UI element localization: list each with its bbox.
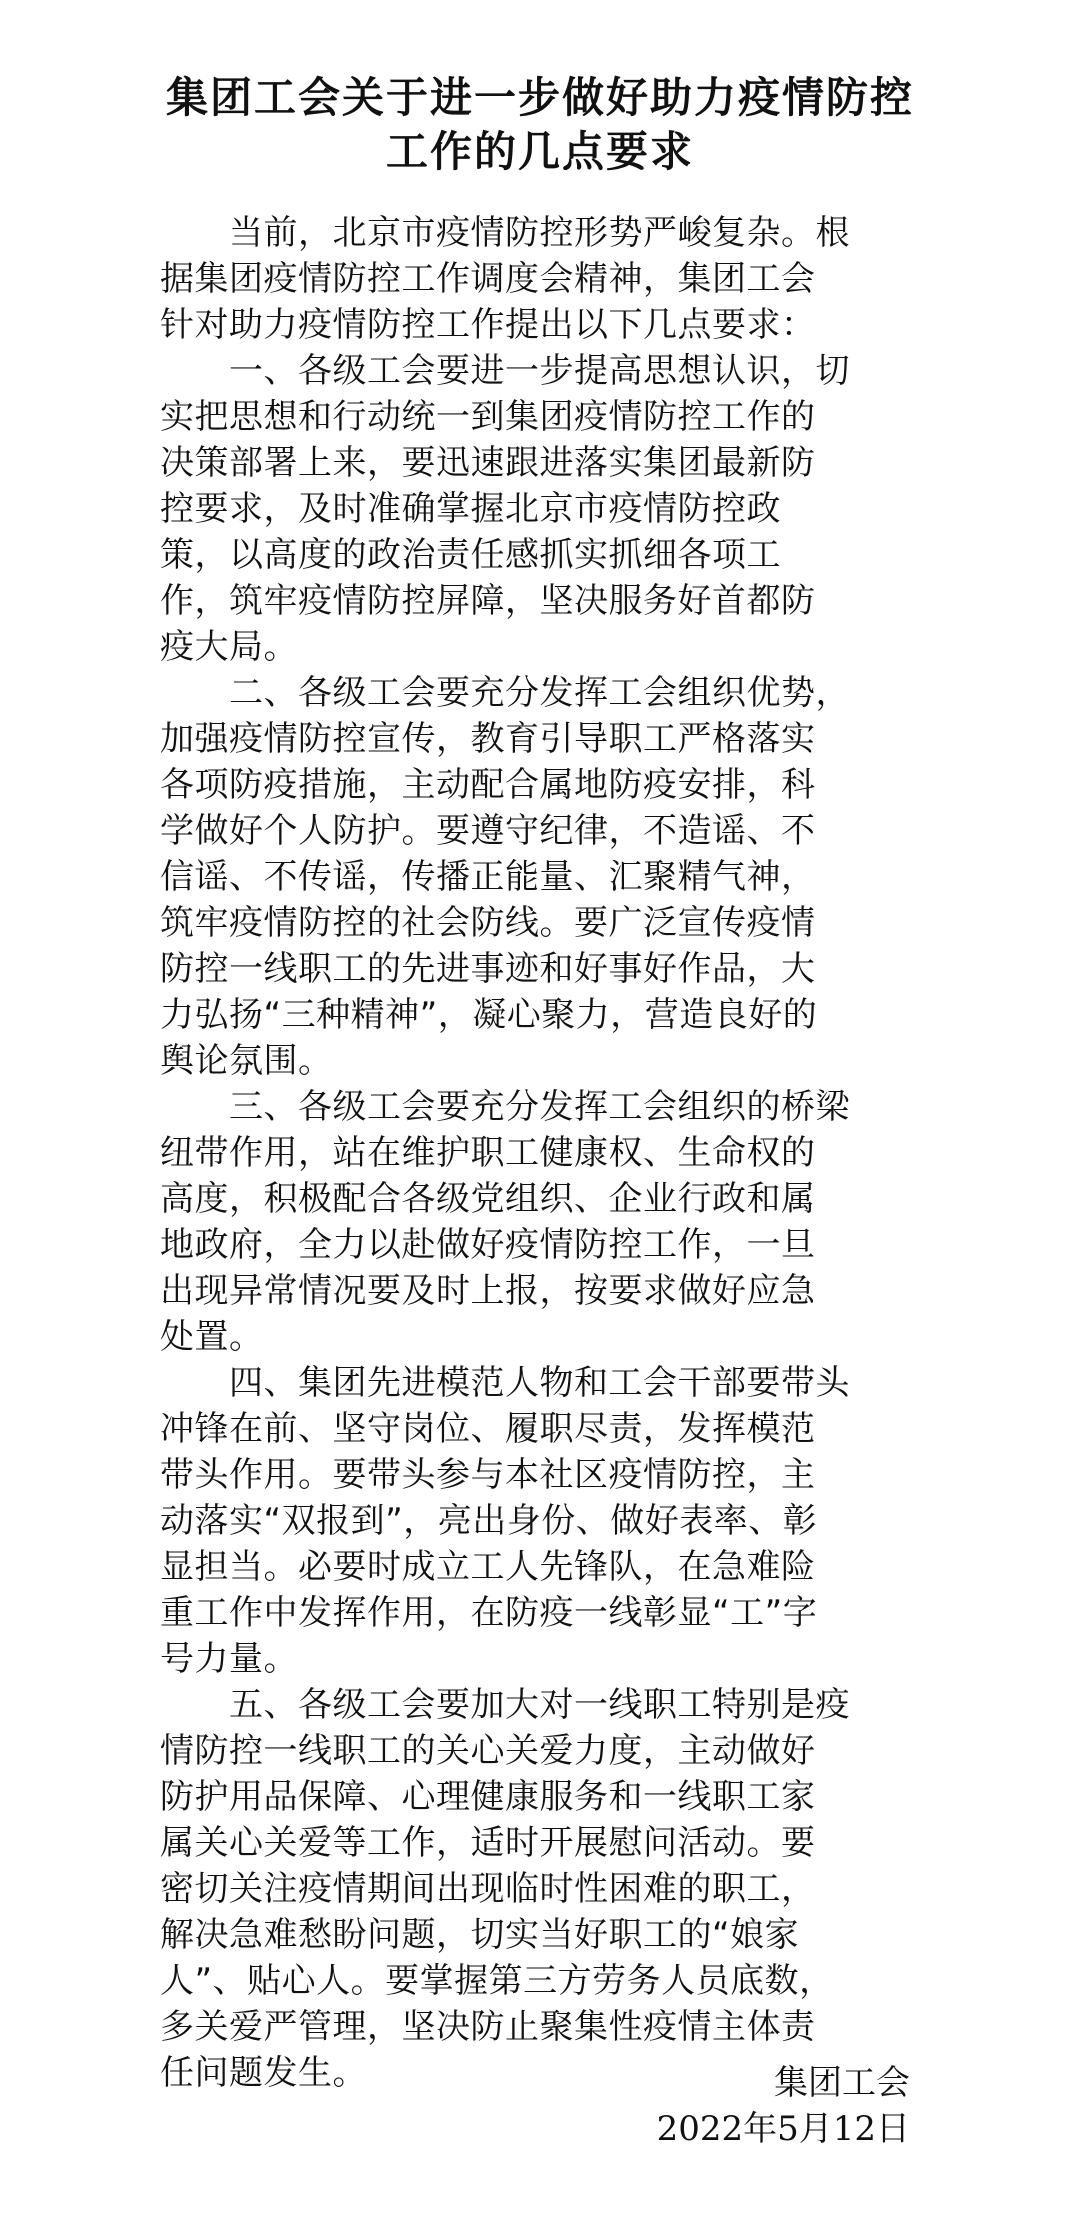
paragraph-line: 任问题发生。 bbox=[160, 2053, 367, 2093]
body-paragraph bbox=[160, 1084, 910, 1360]
paragraph-line: 纽带作用，站在维护职工健康权、生命权的 bbox=[160, 1133, 816, 1173]
body-paragraph bbox=[160, 670, 910, 1084]
paragraph-line: 出现异常情况要及时上报，按要求做好应急 bbox=[160, 1271, 816, 1311]
paragraph-line: 密切关注疫情期间出现临时性困难的职工， bbox=[160, 1869, 816, 1909]
paragraph-line: 带头作用。要带头参与本社区疫情防控，主 bbox=[160, 1455, 816, 1495]
paragraph-line: 学做好个人防护。要遵守纪律，不造谣、不 bbox=[160, 811, 816, 851]
paragraph-line: 五、各级工会要加大对一线职工特别是疫 bbox=[160, 1685, 850, 1725]
document-body bbox=[160, 210, 910, 2096]
body-paragraph bbox=[160, 1360, 910, 1682]
paragraph-line: 一、各级工会要进一步提高思想认识，切 bbox=[160, 351, 850, 391]
paragraph-line: 力弘扬“三种精神”，凝心聚力，营造良好的 bbox=[160, 995, 818, 1035]
paragraph-line: 属关心关爱等工作，适时开展慰问活动。要 bbox=[160, 1823, 816, 1863]
paragraph-line: 重工作中发挥作用，在防疫一线彰显“工”字 bbox=[160, 1593, 818, 1633]
paragraph-line: 地政府，全力以赴做好疫情防控工作，一旦 bbox=[160, 1225, 816, 1265]
paragraph-line: 冲锋在前、坚守岗位、履职尽责，发挥模范 bbox=[160, 1409, 816, 1449]
paragraph-line: 据集团疫情防控工作调度会精神，集团工会 bbox=[160, 259, 816, 299]
paragraph-line: 三、各级工会要充分发挥工会组织的桥梁 bbox=[160, 1087, 850, 1127]
paragraph-line: 实把思想和行动统一到集团疫情防控工作的 bbox=[160, 397, 816, 437]
paragraph-line: 决策部署上来，要迅速跟进落实集团最新防 bbox=[160, 443, 816, 483]
paragraph-line: 高度，积极配合各级党组织、企业行政和属 bbox=[160, 1179, 816, 1219]
signature-date: 2022年5月12日 bbox=[656, 2109, 910, 2149]
paragraph-line: 四、集团先进模范人物和工会干部要带头 bbox=[160, 1363, 850, 1403]
document-title-line-1: 集团工会关于进一步做好助力疫情防控 bbox=[165, 73, 914, 122]
body-paragraph bbox=[160, 1682, 910, 2096]
paragraph-line: 防护用品保障、心理健康服务和一线职工家 bbox=[160, 1777, 816, 1817]
paragraph-line: 二、各级工会要充分发挥工会组织优势， bbox=[160, 673, 850, 713]
paragraph-line: 疫大局。 bbox=[160, 627, 298, 667]
paragraph-line: 动落实“双报到”，亮出身份、做好表率、彰 bbox=[160, 1501, 818, 1541]
paragraph-line: 舆论氛围。 bbox=[160, 1041, 333, 1081]
document-title-line-2: 工作的几点要求 bbox=[385, 127, 694, 176]
paragraph-line: 作，筑牢疫情防控屏障，坚决服务好首都防 bbox=[160, 581, 816, 621]
paragraph-line: 控要求，及时准确掌握北京市疫情防控政 bbox=[160, 489, 781, 529]
signature-organization: 集团工会 bbox=[774, 2063, 910, 2103]
paragraph-line: 情防控一线职工的关心关爱力度，主动做好 bbox=[160, 1731, 816, 1771]
paragraph-line: 策，以高度的政治责任感抓实抓细各项工 bbox=[160, 535, 781, 575]
paragraph-line: 处置。 bbox=[160, 1317, 264, 1357]
paragraph-line: 防控一线职工的先进事迹和好事好作品，大 bbox=[160, 949, 816, 989]
paragraph-line: 解决急难愁盼问题，切实当好职工的“娘家 bbox=[160, 1915, 800, 1955]
paragraph-line: 显担当。必要时成立工人先锋队，在急难险 bbox=[160, 1547, 816, 1587]
body-paragraph bbox=[160, 348, 910, 670]
paragraph-line: 多关爱严管理，坚决防止聚集性疫情主体责 bbox=[160, 2007, 816, 2047]
paragraph-line: 各项防疫措施，主动配合属地防疫安排，科 bbox=[160, 765, 816, 805]
paragraph-line: 筑牢疫情防控的社会防线。要广泛宣传疫情 bbox=[160, 903, 816, 943]
paragraph-line: 加强疫情防控宣传，教育引导职工严格落实 bbox=[160, 719, 816, 759]
paragraph-line: 人”、贴心人。要掌握第三方劳务人员底数， bbox=[160, 1961, 834, 2001]
paragraph-line: 当前，北京市疫情防控形势严峻复杂。根 bbox=[160, 213, 850, 253]
paragraph-line: 信谣、不传谣，传播正能量、汇聚精气神， bbox=[160, 857, 816, 897]
paragraph-line: 针对助力疫情防控工作提出以下几点要求： bbox=[160, 305, 816, 345]
paragraph-line: 号力量。 bbox=[160, 1639, 298, 1679]
body-paragraph bbox=[160, 210, 910, 348]
